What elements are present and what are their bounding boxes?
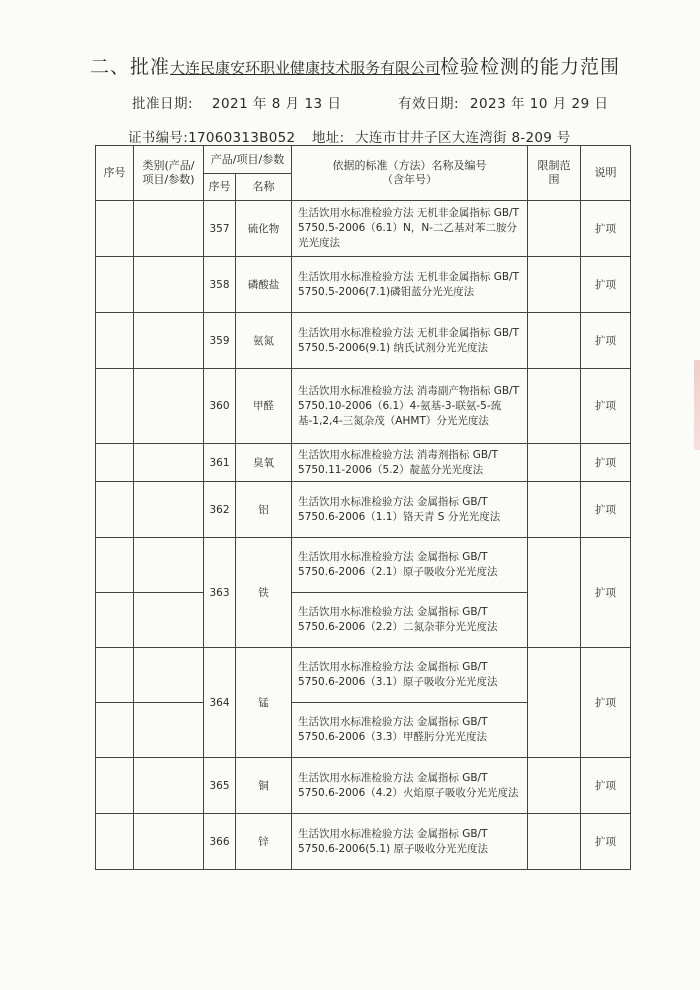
- table-row: [96, 257, 631, 313]
- item-name: 铜: [236, 758, 292, 814]
- table-row: [96, 444, 631, 482]
- header-standard: 依据的标准（方法）名称及编号（含年号）: [292, 146, 528, 201]
- standard-text: 生活饮用水标准检验方法 金属指标 GB/T 5750.6-2006（2.1）原子吸收分光光度法: [292, 538, 528, 593]
- header-seq: 序号: [96, 146, 134, 201]
- item-name: 硫化物: [236, 201, 292, 257]
- row-category: [134, 648, 204, 703]
- row-category: [134, 444, 204, 482]
- standard-text: 生活饮用水标准检验方法 金属指标 GB/T 5750.6-2006（1.1）铬天青 S 分光光度法: [292, 482, 528, 538]
- row-seq: [96, 648, 134, 703]
- standard-text: 生活饮用水标准检验方法 金属指标 GB/T 5750.6-2006(5.1) 原子吸收分光光度法: [292, 814, 528, 870]
- limit-cell: [528, 648, 581, 758]
- standard-text: 生活饮用水标准检验方法 金属指标 GB/T 5750.6-2006（2.2）二氮杂菲分光光度法: [292, 593, 528, 648]
- item-number: 365: [204, 758, 236, 814]
- item-number: 359: [204, 313, 236, 369]
- item-name: 臭氧: [236, 444, 292, 482]
- standard-text: 生活饮用水标准检验方法 无机非金属指标 GB/T 5750.5-2006（6.1）N，N-二乙基对苯二胺分光光度法: [292, 201, 528, 257]
- approval-date: [132, 92, 341, 112]
- standard-text: 生活饮用水标准检验方法 金属指标 GB/T 5750.6-2006（3.3）甲醛肟分光光度法: [292, 703, 528, 758]
- cert-number-value: 17060313B052: [188, 130, 296, 146]
- row-category: [134, 758, 204, 814]
- cert-number-label: 证书编号:: [128, 130, 189, 146]
- note-cell: 扩项: [581, 201, 631, 257]
- item-name: 锌: [236, 814, 292, 870]
- row-category: [134, 538, 204, 593]
- standard-text: 生活饮用水标准检验方法 消毒副产物指标 GB/T 5750.10-2006（6.1）4-氨基-3-联氨-5-巯基-1,2,4-三氮杂茂（AHMT）分光光度法: [292, 369, 528, 444]
- table-row: [96, 648, 631, 703]
- item-name: 铁: [236, 538, 292, 648]
- note-cell: 扩项: [581, 648, 631, 758]
- header-category: 类别(产品/项目/参数): [134, 146, 204, 201]
- standard-text: 生活饮用水标准检验方法 无机非金属指标 GB/T 5750.5-2006(9.1) 纳氏试剂分光光度法: [292, 313, 528, 369]
- approval-date-value: 2021 年 8 月 13 日: [211, 96, 342, 112]
- limit-cell: [528, 201, 581, 257]
- row-category: [134, 482, 204, 538]
- limit-cell: [528, 369, 581, 444]
- row-seq: [96, 257, 134, 313]
- table-row: [96, 313, 631, 369]
- capability-table: [95, 145, 631, 870]
- row-category: [134, 201, 204, 257]
- note-cell: 扩项: [581, 257, 631, 313]
- row-seq: [96, 593, 134, 648]
- standard-text: 生活饮用水标准检验方法 金属指标 GB/T 5750.6-2006（3.1）原子吸收分光光度法: [292, 648, 528, 703]
- address: [312, 126, 571, 146]
- item-number: 366: [204, 814, 236, 870]
- header-product-group: 产品/项目/参数: [204, 146, 292, 174]
- limit-cell: [528, 758, 581, 814]
- valid-date-value: 2023 年 10 月 29 日: [469, 96, 609, 112]
- cert-number: [128, 126, 295, 146]
- table-row: [96, 758, 631, 814]
- standard-text: 生活饮用水标准检验方法 消毒剂指标 GB/T 5750.11-2006（5.2）靛蓝分光光度法: [292, 444, 528, 482]
- table-row: [96, 814, 631, 870]
- standard-text: 生活饮用水标准检验方法 无机非金属指标 GB/T 5750.5-2006(7.1)磷钼蓝分光光度法: [292, 257, 528, 313]
- row-seq: [96, 758, 134, 814]
- row-category: [134, 593, 204, 648]
- row-category: [134, 257, 204, 313]
- address-label: 地址:: [312, 130, 345, 146]
- note-cell: 扩项: [581, 444, 631, 482]
- note-cell: 扩项: [581, 538, 631, 648]
- seal-mark: [694, 360, 700, 450]
- item-name: 甲醛: [236, 369, 292, 444]
- note-cell: 扩项: [581, 482, 631, 538]
- item-name: 铝: [236, 482, 292, 538]
- row-seq: [96, 482, 134, 538]
- table-row: [96, 369, 631, 444]
- item-number: 364: [204, 648, 236, 758]
- limit-cell: [528, 444, 581, 482]
- row-seq: [96, 313, 134, 369]
- row-seq: [96, 369, 134, 444]
- document-title: [90, 52, 690, 79]
- item-number: 358: [204, 257, 236, 313]
- row-seq: [96, 703, 134, 758]
- limit-cell: [528, 257, 581, 313]
- row-category: [134, 369, 204, 444]
- limit-cell: [528, 814, 581, 870]
- organization-name: 大连民康安环职业健康技术服务有限公司: [170, 59, 441, 77]
- limit-cell: [528, 538, 581, 648]
- item-number: 360: [204, 369, 236, 444]
- item-name: 磷酸盐: [236, 257, 292, 313]
- standard-text: 生活饮用水标准检验方法 金属指标 GB/T 5750.6-2006（4.2）火焰原子吸收分光光度法: [292, 758, 528, 814]
- header-sub-name: 名称: [236, 174, 292, 201]
- title-prefix: 二、批准: [90, 56, 171, 78]
- note-cell: 扩项: [581, 758, 631, 814]
- limit-cell: [528, 482, 581, 538]
- valid-date-label: 有效日期:: [398, 96, 460, 112]
- valid-date: [398, 92, 609, 112]
- limit-cell: [528, 313, 581, 369]
- note-cell: 扩项: [581, 814, 631, 870]
- address-value: 大连市甘井子区大连湾街 8-209 号: [355, 130, 571, 146]
- item-number: 363: [204, 538, 236, 648]
- table-row: [96, 201, 631, 257]
- item-name: 锰: [236, 648, 292, 758]
- row-category: [134, 814, 204, 870]
- row-seq: [96, 814, 134, 870]
- header-sub-seq: 序号: [204, 174, 236, 201]
- row-seq: [96, 538, 134, 593]
- item-name: 氨氮: [236, 313, 292, 369]
- header-limit: 限制范围: [528, 146, 581, 201]
- row-seq: [96, 444, 134, 482]
- item-number: 361: [204, 444, 236, 482]
- note-cell: 扩项: [581, 369, 631, 444]
- item-number: 357: [204, 201, 236, 257]
- table-row: [96, 538, 631, 593]
- table-row: [96, 482, 631, 538]
- row-seq: [96, 201, 134, 257]
- note-cell: 扩项: [581, 313, 631, 369]
- row-category: [134, 703, 204, 758]
- header-note: 说明: [581, 146, 631, 201]
- approval-date-label: 批准日期:: [132, 96, 194, 112]
- title-suffix: 检验检测的能力范围: [440, 56, 621, 78]
- row-category: [134, 313, 204, 369]
- item-number: 362: [204, 482, 236, 538]
